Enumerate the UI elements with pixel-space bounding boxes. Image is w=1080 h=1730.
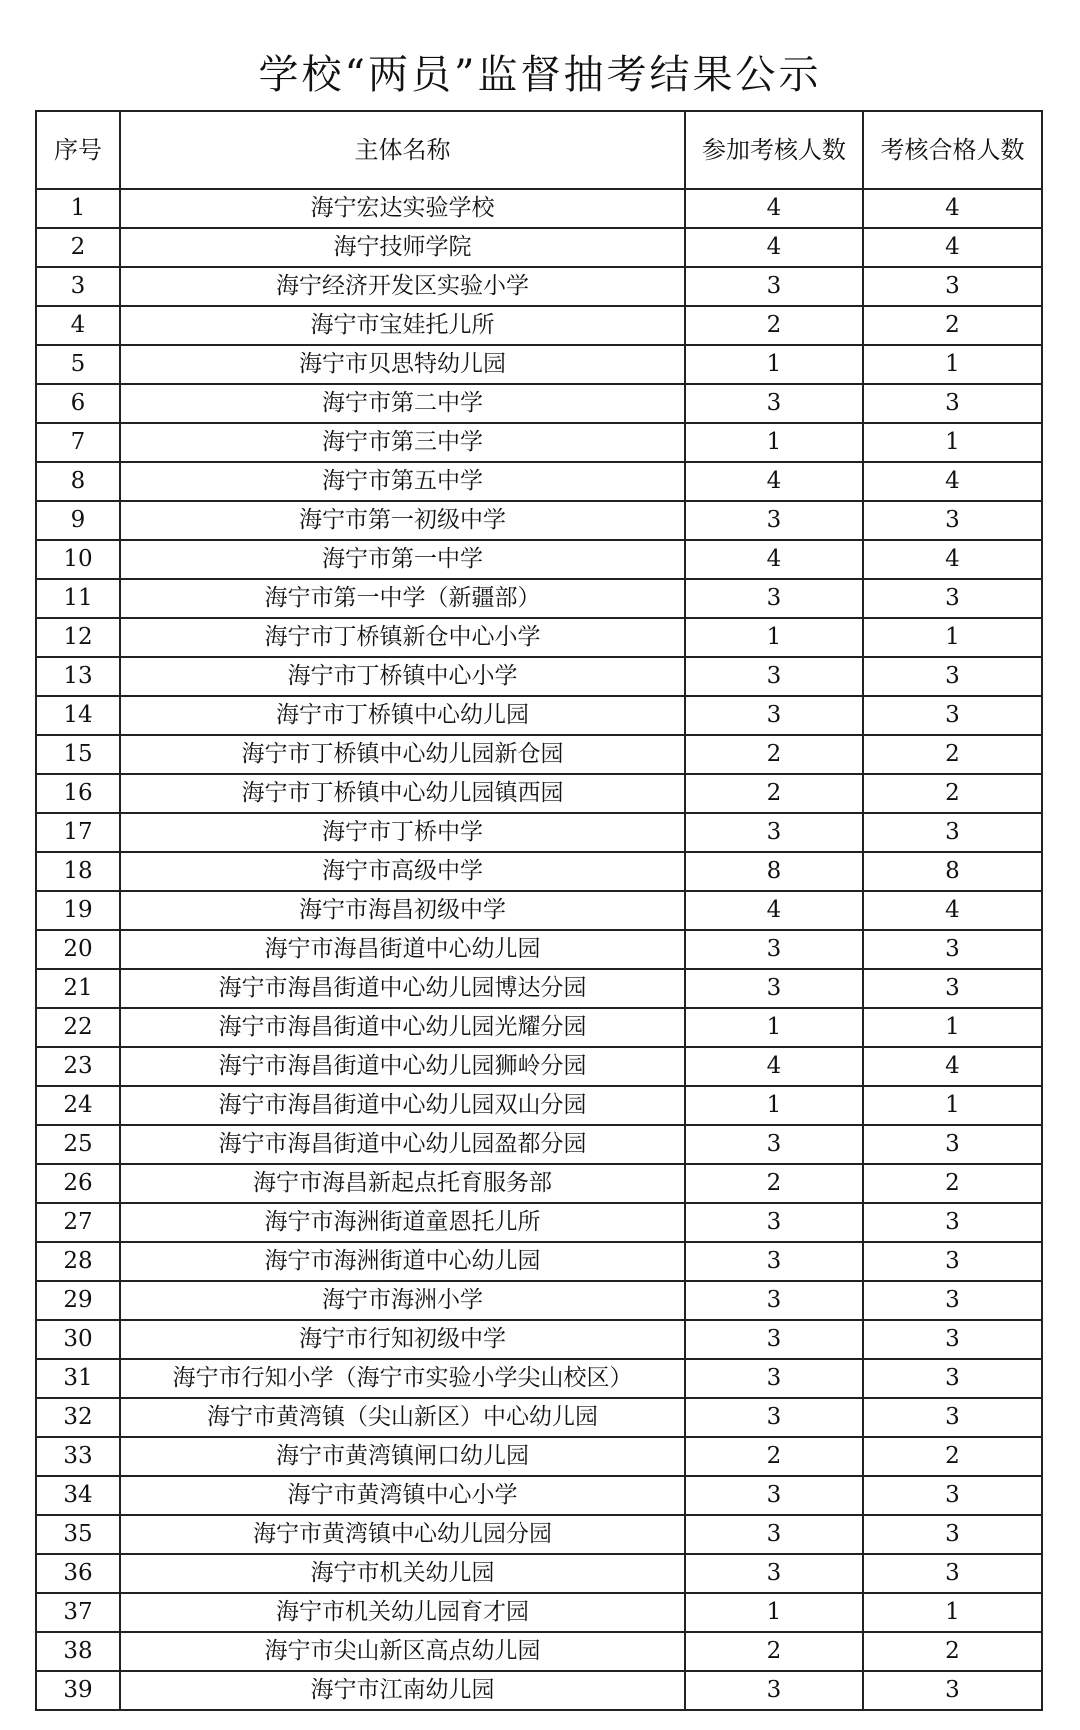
serial-number-cell: 5 — [36, 345, 120, 384]
participants-cell: 3 — [685, 657, 863, 696]
entity-name-cell: 海宁市第一中学 — [120, 540, 685, 579]
passed-cell: 3 — [863, 1398, 1042, 1437]
header-row — [36, 111, 1042, 189]
entity-name-cell: 海宁市第三中学 — [120, 423, 685, 462]
serial-number-cell: 30 — [36, 1320, 120, 1359]
participants-cell: 4 — [685, 462, 863, 501]
table-row — [36, 657, 1042, 696]
page-title: 学校“两员”监督抽考结果公示 — [258, 52, 822, 98]
participants-cell: 3 — [685, 969, 863, 1008]
entity-name-cell: 海宁市海昌街道中心幼儿园双山分园 — [120, 1086, 685, 1125]
passed-cell: 1 — [863, 1593, 1042, 1632]
entity-name-cell: 海宁市丁桥镇新仓中心小学 — [120, 618, 685, 657]
participants-cell: 1 — [685, 1008, 863, 1047]
participants-cell: 1 — [685, 1086, 863, 1125]
table-row — [36, 579, 1042, 618]
table-row — [36, 735, 1042, 774]
participants-cell: 3 — [685, 1359, 863, 1398]
serial-number-cell: 31 — [36, 1359, 120, 1398]
table-row — [36, 1593, 1042, 1632]
passed-cell: 3 — [863, 384, 1042, 423]
passed-cell: 3 — [863, 1359, 1042, 1398]
table-row — [36, 267, 1042, 306]
serial-number-cell: 20 — [36, 930, 120, 969]
participants-cell: 3 — [685, 813, 863, 852]
entity-name-cell: 海宁市海洲街道中心幼儿园 — [120, 1242, 685, 1281]
entity-name-cell: 海宁市海昌街道中心幼儿园博达分园 — [120, 969, 685, 1008]
table-row — [36, 1359, 1042, 1398]
participants-cell: 2 — [685, 1437, 863, 1476]
entity-name-cell: 海宁市机关幼儿园 — [120, 1554, 685, 1593]
header-participants: 参加考核人数 — [685, 111, 863, 189]
serial-number-cell: 15 — [36, 735, 120, 774]
participants-cell: 4 — [685, 1047, 863, 1086]
table-row — [36, 189, 1042, 228]
serial-number-cell: 11 — [36, 579, 120, 618]
passed-cell: 2 — [863, 774, 1042, 813]
entity-name-cell: 海宁市海昌街道中心幼儿园 — [120, 930, 685, 969]
table-row — [36, 1320, 1042, 1359]
entity-name-cell: 海宁市海洲小学 — [120, 1281, 685, 1320]
table-row — [36, 1398, 1042, 1437]
table-row — [36, 852, 1042, 891]
table-row — [36, 1281, 1042, 1320]
entity-name-cell: 海宁市黄湾镇闸口幼儿园 — [120, 1437, 685, 1476]
entity-name-cell: 海宁市行知初级中学 — [120, 1320, 685, 1359]
participants-cell: 2 — [685, 1164, 863, 1203]
entity-name-cell: 海宁市海昌街道中心幼儿园狮岭分园 — [120, 1047, 685, 1086]
serial-number-cell: 33 — [36, 1437, 120, 1476]
passed-cell: 3 — [863, 501, 1042, 540]
serial-number-cell: 17 — [36, 813, 120, 852]
serial-number-cell: 24 — [36, 1086, 120, 1125]
passed-cell: 1 — [863, 345, 1042, 384]
entity-name-cell: 海宁市黄湾镇中心幼儿园分园 — [120, 1515, 685, 1554]
serial-number-cell: 18 — [36, 852, 120, 891]
participants-cell: 2 — [685, 1632, 863, 1671]
passed-cell: 3 — [863, 1320, 1042, 1359]
passed-cell: 4 — [863, 462, 1042, 501]
passed-cell: 3 — [863, 1281, 1042, 1320]
entity-name-cell: 海宁市第二中学 — [120, 384, 685, 423]
passed-cell: 3 — [863, 1515, 1042, 1554]
serial-number-cell: 23 — [36, 1047, 120, 1086]
participants-cell: 2 — [685, 735, 863, 774]
participants-cell: 3 — [685, 501, 863, 540]
serial-number-cell: 14 — [36, 696, 120, 735]
table-row — [36, 1164, 1042, 1203]
serial-number-cell: 2 — [36, 228, 120, 267]
participants-cell: 3 — [685, 1281, 863, 1320]
participants-cell: 3 — [685, 1125, 863, 1164]
entity-name-cell: 海宁市丁桥镇中心幼儿园新仓园 — [120, 735, 685, 774]
table-row — [36, 1476, 1042, 1515]
table-row — [36, 1554, 1042, 1593]
table-row — [36, 1047, 1042, 1086]
entity-name-cell: 海宁市黄湾镇中心小学 — [120, 1476, 685, 1515]
passed-cell: 4 — [863, 540, 1042, 579]
entity-name-cell: 海宁市第一中学（新疆部） — [120, 579, 685, 618]
serial-number-cell: 35 — [36, 1515, 120, 1554]
passed-cell: 3 — [863, 930, 1042, 969]
passed-cell: 3 — [863, 1671, 1042, 1710]
table-row — [36, 228, 1042, 267]
table-row — [36, 774, 1042, 813]
entity-name-cell: 海宁市丁桥镇中心幼儿园镇西园 — [120, 774, 685, 813]
passed-cell: 3 — [863, 1476, 1042, 1515]
table-row — [36, 813, 1042, 852]
serial-number-cell: 29 — [36, 1281, 120, 1320]
participants-cell: 1 — [685, 1593, 863, 1632]
entity-name-cell: 海宁市高级中学 — [120, 852, 685, 891]
participants-cell: 4 — [685, 228, 863, 267]
table-row — [36, 306, 1042, 345]
serial-number-cell: 38 — [36, 1632, 120, 1671]
serial-number-cell: 19 — [36, 891, 120, 930]
table-row — [36, 345, 1042, 384]
passed-cell: 1 — [863, 618, 1042, 657]
table-body — [36, 189, 1042, 1710]
entity-name-cell: 海宁市丁桥镇中心幼儿园 — [120, 696, 685, 735]
participants-cell: 3 — [685, 1554, 863, 1593]
entity-name-cell: 海宁宏达实验学校 — [120, 189, 685, 228]
participants-cell: 3 — [685, 1671, 863, 1710]
serial-number-cell: 6 — [36, 384, 120, 423]
serial-number-cell: 4 — [36, 306, 120, 345]
participants-cell: 3 — [685, 1242, 863, 1281]
table-row — [36, 384, 1042, 423]
passed-cell: 2 — [863, 306, 1042, 345]
participants-cell: 3 — [685, 696, 863, 735]
serial-number-cell: 37 — [36, 1593, 120, 1632]
serial-number-cell: 16 — [36, 774, 120, 813]
entity-name-cell: 海宁技师学院 — [120, 228, 685, 267]
table-row — [36, 540, 1042, 579]
passed-cell: 3 — [863, 1554, 1042, 1593]
table-row — [36, 1671, 1042, 1710]
participants-cell: 4 — [685, 540, 863, 579]
serial-number-cell: 21 — [36, 969, 120, 1008]
passed-cell: 3 — [863, 813, 1042, 852]
table-row — [36, 462, 1042, 501]
participants-cell: 8 — [685, 852, 863, 891]
table-row — [36, 969, 1042, 1008]
table-row — [36, 1515, 1042, 1554]
table-row — [36, 423, 1042, 462]
participants-cell: 2 — [685, 774, 863, 813]
entity-name-cell: 海宁市黄湾镇（尖山新区）中心幼儿园 — [120, 1398, 685, 1437]
participants-cell: 1 — [685, 618, 863, 657]
entity-name-cell: 海宁市海昌新起点托育服务部 — [120, 1164, 685, 1203]
entity-name-cell: 海宁市海昌街道中心幼儿园盈都分园 — [120, 1125, 685, 1164]
participants-cell: 1 — [685, 345, 863, 384]
passed-cell: 3 — [863, 969, 1042, 1008]
entity-name-cell: 海宁市海昌初级中学 — [120, 891, 685, 930]
entity-name-cell: 海宁市贝思特幼儿园 — [120, 345, 685, 384]
participants-cell: 3 — [685, 1515, 863, 1554]
participants-cell: 3 — [685, 1320, 863, 1359]
serial-number-cell: 32 — [36, 1398, 120, 1437]
passed-cell: 3 — [863, 657, 1042, 696]
table-row — [36, 1125, 1042, 1164]
table-row — [36, 930, 1042, 969]
table-row — [36, 891, 1042, 930]
entity-name-cell: 海宁市海洲街道童恩托儿所 — [120, 1203, 685, 1242]
serial-number-cell: 28 — [36, 1242, 120, 1281]
table-row — [36, 1632, 1042, 1671]
header-entity-name: 主体名称 — [120, 111, 685, 189]
participants-cell: 3 — [685, 1476, 863, 1515]
entity-name-cell: 海宁经济开发区实验小学 — [120, 267, 685, 306]
passed-cell: 2 — [863, 1437, 1042, 1476]
participants-cell: 3 — [685, 1203, 863, 1242]
serial-number-cell: 13 — [36, 657, 120, 696]
passed-cell: 1 — [863, 423, 1042, 462]
entity-name-cell: 海宁市丁桥中学 — [120, 813, 685, 852]
table-row — [36, 1242, 1042, 1281]
participants-cell: 3 — [685, 1398, 863, 1437]
entity-name-cell: 海宁市第五中学 — [120, 462, 685, 501]
serial-number-cell: 25 — [36, 1125, 120, 1164]
passed-cell: 1 — [863, 1008, 1042, 1047]
entity-name-cell: 海宁市宝娃托儿所 — [120, 306, 685, 345]
serial-number-cell: 22 — [36, 1008, 120, 1047]
serial-number-cell: 8 — [36, 462, 120, 501]
passed-cell: 3 — [863, 696, 1042, 735]
table-row — [36, 501, 1042, 540]
serial-number-cell: 3 — [36, 267, 120, 306]
passed-cell: 4 — [863, 1047, 1042, 1086]
serial-number-cell: 34 — [36, 1476, 120, 1515]
passed-cell: 3 — [863, 1125, 1042, 1164]
passed-cell: 3 — [863, 1242, 1042, 1281]
serial-number-cell: 36 — [36, 1554, 120, 1593]
serial-number-cell: 10 — [36, 540, 120, 579]
serial-number-cell: 7 — [36, 423, 120, 462]
passed-cell: 3 — [863, 1203, 1042, 1242]
participants-cell: 4 — [685, 189, 863, 228]
entity-name-cell: 海宁市尖山新区高点幼儿园 — [120, 1632, 685, 1671]
entity-name-cell: 海宁市第一初级中学 — [120, 501, 685, 540]
entity-name-cell: 海宁市江南幼儿园 — [120, 1671, 685, 1710]
passed-cell: 4 — [863, 891, 1042, 930]
passed-cell: 4 — [863, 189, 1042, 228]
table-row — [36, 1086, 1042, 1125]
header-serial-number: 序号 — [36, 111, 120, 189]
entity-name-cell: 海宁市海昌街道中心幼儿园光耀分园 — [120, 1008, 685, 1047]
entity-name-cell: 海宁市丁桥镇中心小学 — [120, 657, 685, 696]
serial-number-cell: 1 — [36, 189, 120, 228]
table-row — [36, 696, 1042, 735]
table-row — [36, 1437, 1042, 1476]
passed-cell: 3 — [863, 267, 1042, 306]
participants-cell: 3 — [685, 930, 863, 969]
serial-number-cell: 27 — [36, 1203, 120, 1242]
passed-cell: 3 — [863, 579, 1042, 618]
header-passed: 考核合格人数 — [863, 111, 1042, 189]
participants-cell: 3 — [685, 384, 863, 423]
participants-cell: 4 — [685, 891, 863, 930]
participants-cell: 1 — [685, 423, 863, 462]
serial-number-cell: 39 — [36, 1671, 120, 1710]
entity-name-cell: 海宁市机关幼儿园育才园 — [120, 1593, 685, 1632]
entity-name-cell: 海宁市行知小学（海宁市实验小学尖山校区） — [120, 1359, 685, 1398]
participants-cell: 3 — [685, 579, 863, 618]
table-row — [36, 618, 1042, 657]
passed-cell: 2 — [863, 735, 1042, 774]
table-row — [36, 1008, 1042, 1047]
serial-number-cell: 26 — [36, 1164, 120, 1203]
results-table — [35, 110, 1043, 1711]
participants-cell: 3 — [685, 267, 863, 306]
passed-cell: 2 — [863, 1164, 1042, 1203]
serial-number-cell: 12 — [36, 618, 120, 657]
table-row — [36, 1203, 1042, 1242]
passed-cell: 4 — [863, 228, 1042, 267]
passed-cell: 8 — [863, 852, 1042, 891]
serial-number-cell: 9 — [36, 501, 120, 540]
participants-cell: 2 — [685, 306, 863, 345]
passed-cell: 2 — [863, 1632, 1042, 1671]
passed-cell: 1 — [863, 1086, 1042, 1125]
